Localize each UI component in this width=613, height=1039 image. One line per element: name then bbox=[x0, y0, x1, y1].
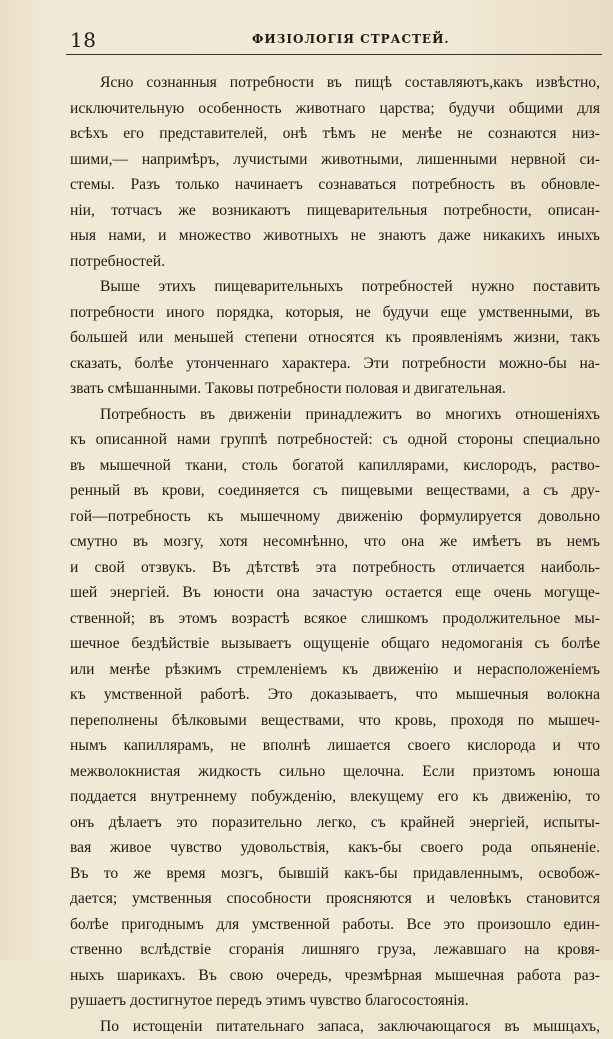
text-line: Выше этихъ пищеварительныхъ потребностей нужно поставить bbox=[70, 274, 600, 300]
text-line: Ясно сознанныя потребности въ пищѣ составляютъ,какъ извѣстно, bbox=[70, 70, 600, 96]
text-line: поддается внутреннему побужденiю, влекущему его къ движенiю, то bbox=[70, 784, 600, 810]
text-line: межволокнистая жидкость сильно щелочна. Если призтомъ юноша bbox=[70, 759, 600, 785]
text-line: потребностей. bbox=[70, 249, 600, 275]
text-line: потребности иного порядка, которыя, не будучи еще умственными, въ bbox=[70, 300, 600, 326]
text-line: шими,— напримѣръ, лучистыми животными, лишенными нервной си- bbox=[70, 147, 600, 173]
text-line: нымъ капиллярамъ, не вполнѣ лишается своего кислорода и что bbox=[70, 733, 600, 759]
text-line: смутно въ мозгу, хотя несомнѣнно, что она же имѣетъ въ немъ bbox=[70, 529, 600, 555]
text-line: онъ дѣлаетъ это поразительно легко, съ крайней энергiей, испыты- bbox=[70, 810, 600, 836]
text-line: въ мышечной ткани, столь богатой капиллярами, кислородъ, раство- bbox=[70, 453, 600, 479]
text-line: дается; умственныя способности проясняются и человѣкъ становится bbox=[70, 886, 600, 912]
text-line: нiи, тотчасъ же возникаютъ пищеварительныя потребности, описан- bbox=[70, 198, 600, 224]
text-line: переполнены бѣлковыми веществами, что кровь, проходя по мышеч- bbox=[70, 708, 600, 734]
text-line: Въ то же время мозгъ, бывшiй какъ-бы придавленнымъ, освобож- bbox=[70, 861, 600, 887]
text-line: рушаетъ достигнутое передъ этимъ чувство благосостоянiя. bbox=[70, 988, 600, 1014]
body-text bbox=[70, 70, 600, 1039]
text-line: стемы. Разъ только начинаетъ сознаваться потребность въ обновле- bbox=[70, 172, 600, 198]
text-line: большей или меньшей степени относятся къ проявленiямъ жизни, такъ bbox=[70, 325, 600, 351]
text-line: Потребность въ движенiи принадлежитъ во многихъ отношенiяхъ bbox=[70, 402, 600, 428]
header-rule bbox=[66, 54, 602, 55]
text-line: По истощенiи питательнаго запаса, заключающагося въ мышцахъ, bbox=[70, 1014, 600, 1039]
page-header bbox=[66, 28, 602, 52]
text-line: ныя нами, и множество животныхъ не знаютъ даже никакихъ иныхъ bbox=[70, 223, 600, 249]
text-line: гой—потребность къ мышечному движенiю формулируется довольно bbox=[70, 504, 600, 530]
text-line: къ описанной нами группѣ потребностей: съ одной стороны специально bbox=[70, 427, 600, 453]
text-line: звать смѣшанными. Таковы потребности половая и двигательная. bbox=[70, 376, 600, 402]
running-head: ФИЗIОЛОГIЯ СТРАСТЕЙ. bbox=[252, 32, 450, 46]
text-line: или менѣе рѣзкимъ стремленiемъ къ движенiю и нерасположенiемъ bbox=[70, 657, 600, 683]
text-line: ственной; въ этомъ возрастѣ всякое слишкомъ продолжительное мы- bbox=[70, 606, 600, 632]
text-line: сказать, болѣе утонченнаго характера. Эти потребности можно-бы на- bbox=[70, 351, 600, 377]
text-line: и свой отзвукъ. Въ дѣтствѣ эта потребность отличается наиболь- bbox=[70, 555, 600, 581]
text-line: шей энергiей. Въ юности она зачастую остается еще очень могуще- bbox=[70, 580, 600, 606]
text-line: исключительную особенность животнаго царства; будучи общими для bbox=[70, 96, 600, 122]
text-line: шечное бездѣйствiе вызываетъ ощущенiе общаго недомоганiя съ болѣе bbox=[70, 631, 600, 657]
text-line: болѣе пригоднымъ для умственной работы. Все это произошло един- bbox=[70, 912, 600, 938]
text-line: ныхъ шарикахъ. Въ свою очередь, чрезмѣрная мышечная работа раз- bbox=[70, 963, 600, 989]
text-line: вая живое чувство удовольствiя, какъ-бы своего рода опьяненiе. bbox=[70, 835, 600, 861]
text-line: ренный въ крови, соединяется съ пищевыми веществами, а съ дру- bbox=[70, 478, 600, 504]
text-line: всѣхъ его представителей, онѣ тѣмъ не менѣе не сознаются низ- bbox=[70, 121, 600, 147]
text-line: ственно вслѣдствiе сгоранiя лишняго груза, лежавшаго на кровя- bbox=[70, 937, 600, 963]
text-line: къ умственной работѣ. Это доказываетъ, что мышечныя волокна bbox=[70, 682, 600, 708]
page-number: 18 bbox=[70, 28, 96, 52]
